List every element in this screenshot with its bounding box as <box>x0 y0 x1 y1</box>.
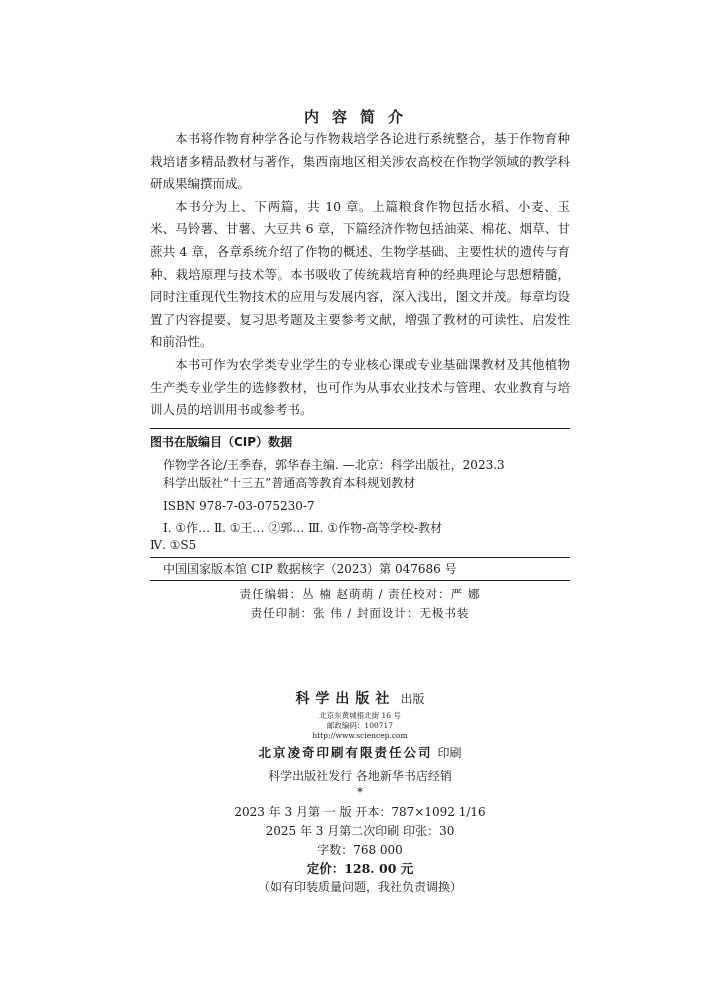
divider-top <box>150 428 570 429</box>
publisher-address: 北京东黄城根北街 16 号 <box>319 711 401 720</box>
cip-core-number: 中国国家版本馆 CIP 数据核字（2023）第 047686 号 <box>163 562 457 576</box>
edition-line: 2023 年 3 月第 一 版 开本：787×1092 1/16 <box>234 805 486 819</box>
publisher-line <box>0 688 720 708</box>
printer-line <box>0 742 720 761</box>
cip-title-line: 作物学各论/王季春，郭华春主编. —北京：科学出版社，2023.3 <box>163 458 505 472</box>
cip-classification-1: Ⅰ. ①作… Ⅱ. ①王… ②郭… Ⅲ. ①作物-高等学校-教材 <box>163 521 443 535</box>
page-title: 内容简介 <box>303 108 416 126</box>
credits-line-2: 责任印制：张 伟 / 封面设计：无极书装 <box>250 606 470 620</box>
word-count: 字数：768 000 <box>317 843 403 857</box>
publisher-url: http://www.sciencep.com <box>312 731 408 740</box>
publisher-name: 科学出版社 <box>295 691 396 707</box>
publisher-suffix: 出版 <box>400 692 425 706</box>
separator-star: * <box>357 785 363 799</box>
price: 定价：128. 00 元 <box>306 861 414 876</box>
cip-isbn: ISBN 978-7-03-075230-7 <box>163 499 315 513</box>
printing-line: 2025 年 3 月第二次印刷 印张：30 <box>265 824 455 838</box>
cip-classification-2: Ⅳ. ①S5 <box>150 538 197 552</box>
quality-note: （如有印装质量问题，我社负责调换） <box>257 880 462 894</box>
credits-line-1: 责任编辑：丛 楠 赵萌萌 / 责任校对：严 娜 <box>239 587 481 601</box>
divider-middle <box>150 557 570 558</box>
intro-text <box>150 128 570 422</box>
intro-paragraph-2: 本书分为上、下两篇，共 10 章。上篇粮食作物包括水稻、小麦、玉米、马铃薯、甘薯、大豆共 6 章，下篇经济作物包括油菜、棉花、烟草、甘蔗共 4 章，各章系统介绍了作物的概述、生物学基础、主要性状的遗传与育种、栽培原理与技术等。本书吸收了传统栽培育种的经典理论与思想精髓，同时注重现代生物技术的应用与发展内容，深入浅出，图文并茂。每章均设置了内容提要、复习思考题及主要参考文献，增强了教材的可读性、启发性和前沿性。 <box>150 198 570 350</box>
cip-heading: 图书在版编目（CIP）数据 <box>150 435 293 449</box>
intro-paragraph-3: 本书可作为农学类专业学生的专业核心课或专业基础课教材及其他植物生产类专业学生的选修教材，也可作为从事农业技术与管理、农业教育与培训人员的培训用书或参考书。 <box>150 356 570 418</box>
cip-series-line: 科学出版社“十三五”普通高等教育本科规划教材 <box>163 476 416 490</box>
intro-paragraph-1: 本书将作物育种学各论与作物栽培学各论进行系统整合，基于作物育种栽培诸多精品教材与著作，集西南地区相关涉农高校在作物学领域的教学科研成果编撰而成。 <box>150 131 570 192</box>
publisher-postcode: 邮政编码：100717 <box>326 721 394 730</box>
divider-bottom <box>150 580 570 581</box>
distribution-line: 科学出版社发行 各地新华书店经销 <box>268 769 452 783</box>
printer-suffix: 印刷 <box>437 746 462 760</box>
printer-name: 北京凌奇印刷有限责任公司 <box>258 745 433 760</box>
